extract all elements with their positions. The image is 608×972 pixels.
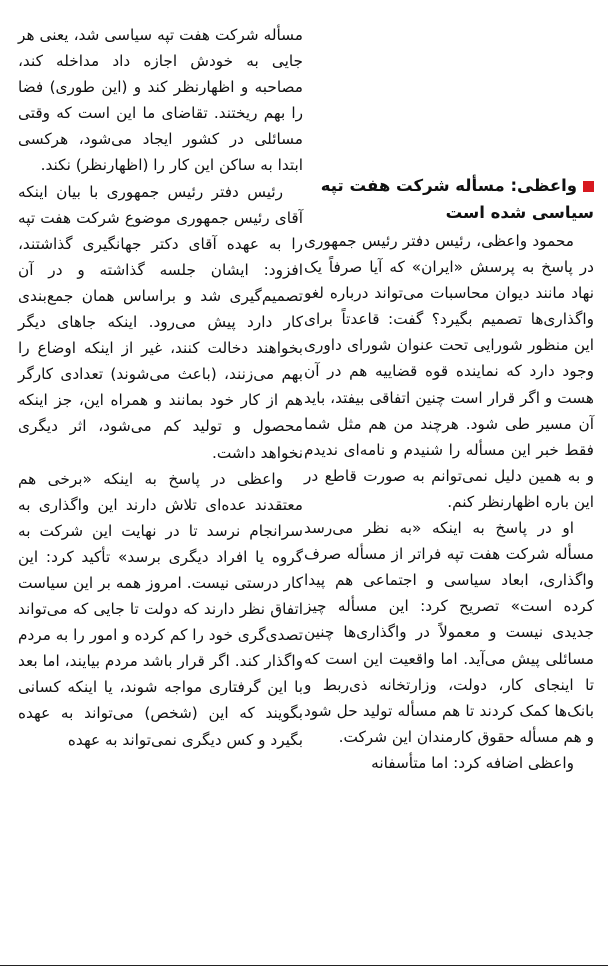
body-paragraph: واعظی اضافه کرد: اما متأسفانه (371, 753, 574, 772)
body-paragraph: واعظی در پاسخ به اینکه «برخی هم معتقدند عده‌ای تلاش دارند این واگذاری به سرانجام نرسد تا در نهایت این شرکت به گروه یا افراد دیگری برسد» تأکید کرد: این کار درستی نیست. امروز همه بر این سیاست اتفاق نظر دارند که دولت تا جایی که می‌تواند تصدی‌گری خود را کم کرده و امور را به مردم واگذار کند. اگر قرار باشد مردم بیایند، اما بعد با این گرفتاری مواجه شوند، یا اینکه کسانی بگویند که این (شخص) می‌تواند به عهده بگیرد و کس دیگری نمی‌تواند به عهده (18, 469, 303, 749)
body-paragraph: محمود واعظی، رئیس دفتر رئیس جمهوری در پاسخ به پرسش «ایران» که آیا صرفاً یک نهاد مانند دیوان محاسبات می‌تواند درباره لغو واگذاری‌ها تصمیم بگیرد؟ گفت: قاعدتاً برای این منظور شورایی تحت عنوان شورای داوری وجود دارد که نماینده قوه قضاییه هم در آن هست و اگر قرار است چنین اتفاقی بیفتد، باید آن مسیر طی شود. هرچند من هم مثل شما فقط خبر این مسأله را شنیدم و نامه‌ای ندیدم و به همین دلیل نمی‌توانم به صورت قاطع در این باره اظهارنظر کنم. (304, 232, 594, 511)
left-column (18, 22, 303, 753)
bottom-divider (0, 965, 608, 966)
body-paragraph: رئیس دفتر رئیس جمهوری با بیان اینکه آقای رئیس جمهوری موضوع شرکت هفت تپه را به عهده آقای دکتر جهانگیری گذاشتند، افزود: ایشان جلسه گذاشته و در آن تصمیم‌گیری شد و براساس همان جمع‌بندی کار دارد پیش می‌رود. اینکه جاهای دیگر بخواهند دخالت کنند، غیر از اینکه اوضاع را بهم می‌زنند، (باعث می‌شوند) تعدادی کارگر هم از کار خود بمانند و همراه این، جز اینکه محصول و تولید کم می‌شود، اثر دیگری نخواهد داشت. (18, 182, 303, 462)
right-column (304, 172, 594, 776)
article-heading (304, 172, 594, 226)
red-square-marker-icon (583, 181, 594, 192)
article-heading-text: واعظی: مسأله شرکت هفت تپه سیاسی شده است (320, 176, 594, 222)
body-paragraph: مسأله شرکت هفت تپه سیاسی شد، یعنی هر جایی به خودش اجازه داد مداخله کند، مصاحبه و اظهارنظر کند و (این طوری) فضا را بهم ریختند. تقاضای ما این است که وقتی مسائلی در کشور ایجاد می‌شود، هرکسی ابتدا به ساکن این کار را (اظهارنظر) نکند. (18, 26, 303, 175)
body-paragraph: او در پاسخ به اینکه «به نظر می‌رسد مسأله شرکت هفت تپه فراتر از مسأله صرف واگذاری، ابعاد سیاسی و اجتماعی هم پیدا کرده است» تصریح کرد: این مسأله چیز جدیدی نیست و معمولاً در واگذاری‌ها چنین مسائلی پیش می‌آید. اما واقعیت این است که تا اینجای کار، دولت، وزارتخانه ذی‌ربط و بانک‌ها کمک کردند تا هم مسأله تولید حل شود و هم مسأله حقوق کارمندان این شرکت. (304, 519, 594, 746)
